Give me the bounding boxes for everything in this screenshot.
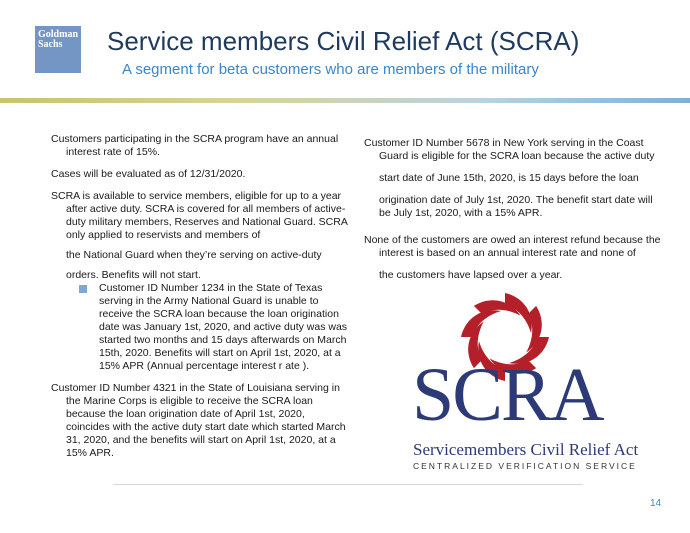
logo-line-2: Sachs bbox=[38, 39, 63, 50]
paragraph-customer-5678: Customer ID Number 5678 in New York serving in the Coast Guard is eligible for the SCRA loan because the active duty bbox=[364, 137, 655, 162]
paragraph-eligibility-cont: the National Guard when they’re serving on active-duty bbox=[66, 249, 322, 261]
bullet-square-icon bbox=[79, 285, 87, 293]
bullet-text-customer-1234: Customer ID Number 1234 in the State of Texas serving in the Army National Guard is unable to receive the SCRA loan because the loan origination date was January 1st, 2020, and active duty was was started two months and 15 days afterwards on March 15th, 2020. Benefits will start on April 1st, 2020, at a 15% APR (Annual percentage interest r ate ). bbox=[99, 282, 348, 372]
paragraph-eligibility: SCRA is available to service members, eligible for up to a year after active duty. SCRA is covered for all members of active-duty military members, Reserves and National Guard. SCRA only applied to reservists and members of bbox=[51, 190, 348, 241]
page-title: Service members Civil Relief Act (SCRA) bbox=[107, 26, 580, 56]
paragraph-customer-5678-end: origination date of July 1st, 2020. The benefit start date will be July 1st, 2020, with a 15% APR. bbox=[379, 194, 653, 219]
paragraph-customer-4321: Customer ID Number 4321 in the State of Louisiana serving in the Marine Corps is eligible to receive the SCRA loan because the loan origination date of April 1st, 2020, coincides with the active duty start date which started March 31, 2020, and the benefits will start on April 1st, 2020, at a 15% APR. bbox=[51, 382, 346, 459]
paragraph-interest-rate: Customers participating in the SCRA program have an annual interest rate of 15%. bbox=[51, 133, 339, 158]
paragraph-refund-end: the customers have lapsed over a year. bbox=[379, 269, 563, 281]
page-subtitle: A segment for beta customers who are members of the military bbox=[122, 61, 539, 78]
footer-divider bbox=[113, 484, 583, 485]
scra-tagline: Servicemembers Civil Relief Act bbox=[413, 440, 639, 459]
paragraph-refund: None of the customers are owed an interest refund because the interest is based on an annual interest rate and none of bbox=[364, 234, 661, 259]
right-column bbox=[364, 137, 664, 282]
list-item bbox=[51, 282, 351, 373]
paragraph-evaluation-date: Cases will be evaluated as of 12/31/2020. bbox=[51, 168, 246, 180]
scra-wordmark: SCRA bbox=[412, 353, 603, 437]
page-number: 14 bbox=[650, 498, 662, 509]
verification-service-label: CENTRALIZED VERIFICATION SERVICE bbox=[413, 461, 637, 471]
header-divider bbox=[0, 98, 690, 103]
paragraph-customer-5678-cont: start date of June 15th, 2020, is 15 days before the loan bbox=[379, 172, 639, 184]
goldman-sachs-logo bbox=[35, 26, 81, 73]
left-column bbox=[51, 133, 351, 460]
logo-line-1: Goldman bbox=[38, 29, 79, 40]
paragraph-eligibility-end: orders. Benefits will not start. bbox=[66, 269, 201, 281]
